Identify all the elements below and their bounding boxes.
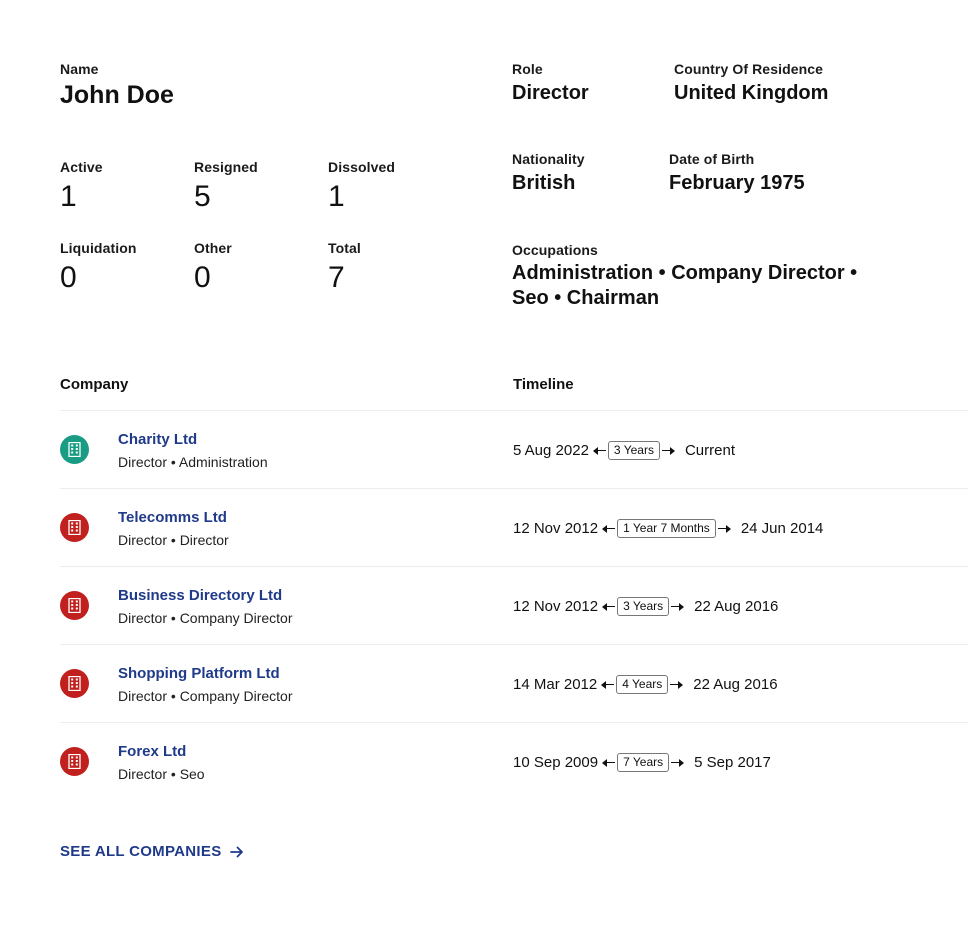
timeline [513,753,771,772]
person-name: John Doe [60,81,174,109]
see-all-companies-link[interactable] [60,843,244,860]
company-row [60,722,968,800]
timeline [513,441,735,460]
timeline [513,597,778,616]
company-list [60,410,968,800]
timeline-end: Current [684,442,735,459]
timeline-column-header: Timeline [513,376,574,393]
arrow-left-icon [602,603,615,611]
company-role: Director • Seo [118,766,205,782]
arrow-right-icon [671,759,684,767]
country-value: United Kingdom [674,82,829,104]
duration-badge: 3 Years [608,441,660,460]
dissolved-label: Dissolved [328,159,396,175]
building-icon [60,669,89,698]
name-label: Name [60,61,99,77]
duration-badge: 3 Years [617,597,669,616]
building-icon [60,747,89,776]
dissolved-count: 1 [328,180,345,213]
active-count: 1 [60,180,77,213]
total-label: Total [328,240,361,256]
company-name-link[interactable]: Forex Ltd [118,743,187,760]
liquidation-label: Liquidation [60,240,137,256]
arrow-left-icon [601,681,614,689]
arrow-right-icon [662,447,675,455]
timeline-end: 22 Aug 2016 [694,598,779,615]
building-icon [60,513,89,542]
total-count: 7 [328,261,345,294]
see-all-companies-label: SEE ALL COMPANIES [60,843,222,860]
arrow-right-icon [670,681,683,689]
company-name-link[interactable]: Charity Ltd [118,431,198,448]
timeline-start: 12 Nov 2012 [513,598,599,615]
company-row [60,410,968,488]
timeline-start: 12 Nov 2012 [513,520,599,537]
company-role: Director • Director [118,532,229,548]
arrow-left-icon [602,759,615,767]
timeline-end: 22 Aug 2016 [693,676,778,693]
company-role: Director • Company Director [118,688,293,704]
company-row [60,566,968,644]
timeline-start: 5 Aug 2022 [513,442,589,459]
nationality-value: British [512,172,576,194]
arrow-left-icon [593,447,606,455]
company-name-link[interactable]: Shopping Platform Ltd [118,665,280,682]
occupations-value: Administration • Company Director • Seo • Chairman [512,262,858,309]
company-role: Director • Administration [118,454,268,470]
active-label: Active [60,159,103,175]
arrow-right-icon [671,603,684,611]
role-value: Director [512,82,589,104]
country-label: Country Of Residence [674,61,824,77]
duration-badge: 1 Year 7 Months [617,519,716,538]
building-icon [60,435,89,464]
timeline-start: 14 Mar 2012 [513,676,598,693]
occupations-label: Occupations [512,242,598,258]
timeline-end: 24 Jun 2014 [740,520,824,537]
liquidation-count: 0 [60,261,77,294]
company-column-header: Company [60,376,129,393]
timeline-start: 10 Sep 2009 [513,754,599,771]
company-row [60,644,968,722]
arrow-right-icon [230,845,244,859]
timeline [513,675,778,694]
other-count: 0 [194,261,211,294]
dob-label: Date of Birth [669,151,755,167]
duration-badge: 4 Years [616,675,668,694]
company-role: Director • Company Director [118,610,293,626]
resigned-count: 5 [194,180,211,213]
resigned-label: Resigned [194,159,258,175]
arrow-right-icon [718,525,731,533]
arrow-left-icon [602,525,615,533]
other-label: Other [194,240,232,256]
company-row [60,488,968,566]
timeline-end: 5 Sep 2017 [694,754,771,771]
building-icon [60,591,89,620]
company-name-link[interactable]: Business Directory Ltd [118,587,283,604]
timeline [513,519,823,538]
nationality-label: Nationality [512,151,585,167]
duration-badge: 7 Years [617,753,669,772]
company-name-link[interactable]: Telecomms Ltd [118,509,227,526]
role-label: Role [512,61,543,77]
dob-value: February 1975 [669,172,805,194]
